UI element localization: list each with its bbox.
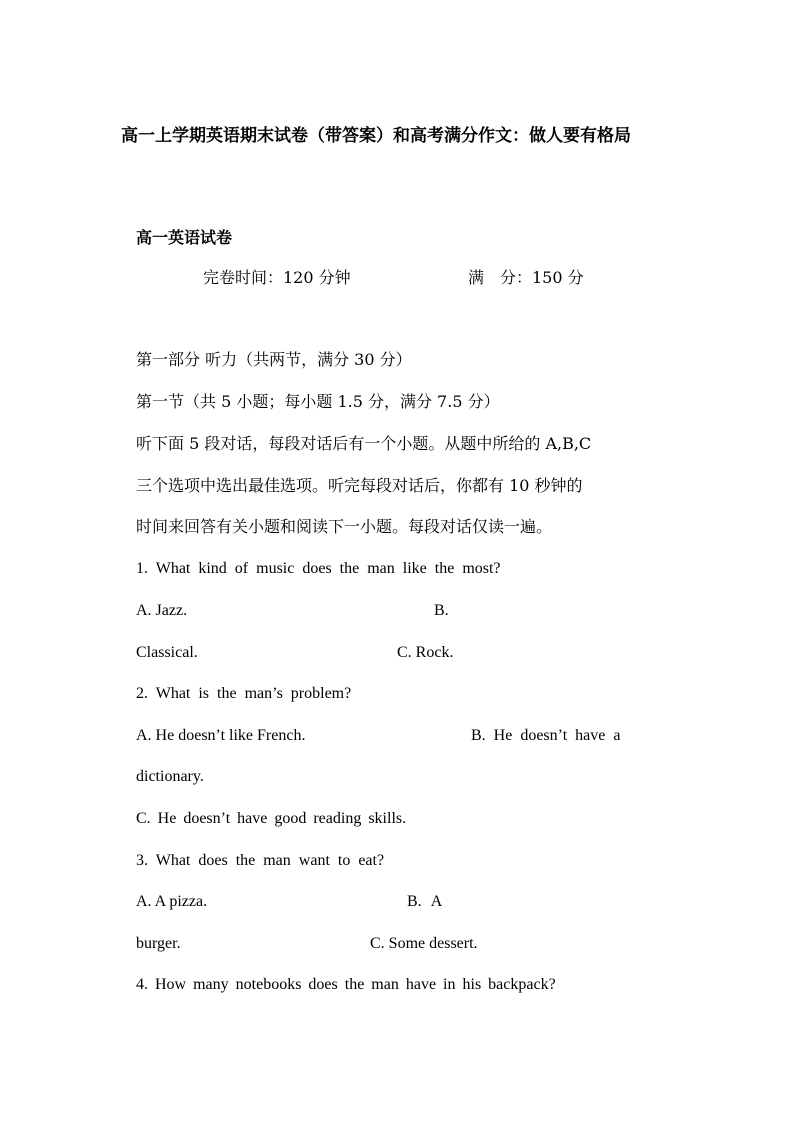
instruction-line-1: 听下面 5 段对话，每段对话后有一个小题。从题中所给的 A,B,C bbox=[136, 434, 592, 453]
q2-option-a: A. He doesn’t like French. bbox=[136, 727, 306, 744]
question-1: 1. What kind of music does the man like the most? bbox=[136, 560, 501, 577]
instruction-line-2: 三个选项中选出最佳选项。听完每段对话后，你都有 10 秒钟的 bbox=[136, 476, 583, 495]
q1-option-b-text: Classical. bbox=[136, 644, 198, 661]
question-3: 3. What does the man want to eat? bbox=[136, 852, 385, 869]
q1-option-a: A. Jazz. bbox=[136, 602, 188, 619]
q3-option-a: A. A pizza. bbox=[136, 893, 208, 910]
part-heading: 第一部分 听力（共两节，满分 30 分） bbox=[136, 350, 412, 369]
question-2: 2. What is the man’s problem? bbox=[136, 685, 352, 702]
q3-option-b-text: burger. bbox=[136, 935, 181, 952]
q3-option-b: B. A bbox=[407, 893, 443, 910]
exam-subtitle: 高一英语试卷 bbox=[136, 228, 233, 247]
q2-option-b: B. He doesn’t have a bbox=[471, 727, 621, 744]
q2-option-c: C. He doesn’t have good reading skills. bbox=[136, 810, 407, 827]
question-4: 4. How many notebooks does the man have in his backpack? bbox=[136, 976, 556, 993]
q1-option-c: C. Rock. bbox=[397, 644, 454, 661]
section-heading: 第一节（共 5 小题；每小题 1.5 分，满分 7.5 分） bbox=[136, 392, 500, 411]
exam-time: 完卷时间：120 分钟 bbox=[203, 268, 351, 287]
q2-option-b-text: dictionary. bbox=[136, 768, 204, 785]
exam-full-score: 满 分：150 分 bbox=[468, 268, 584, 287]
q1-option-b: B. bbox=[434, 602, 449, 619]
document-title: 高一上学期英语期末试卷（带答案）和高考满分作文：做人要有格局 bbox=[121, 126, 631, 146]
q3-option-c: C. Some dessert. bbox=[370, 935, 478, 952]
instruction-line-3: 时间来回答有关小题和阅读下一小题。每段对话仅读一遍。 bbox=[136, 517, 553, 536]
